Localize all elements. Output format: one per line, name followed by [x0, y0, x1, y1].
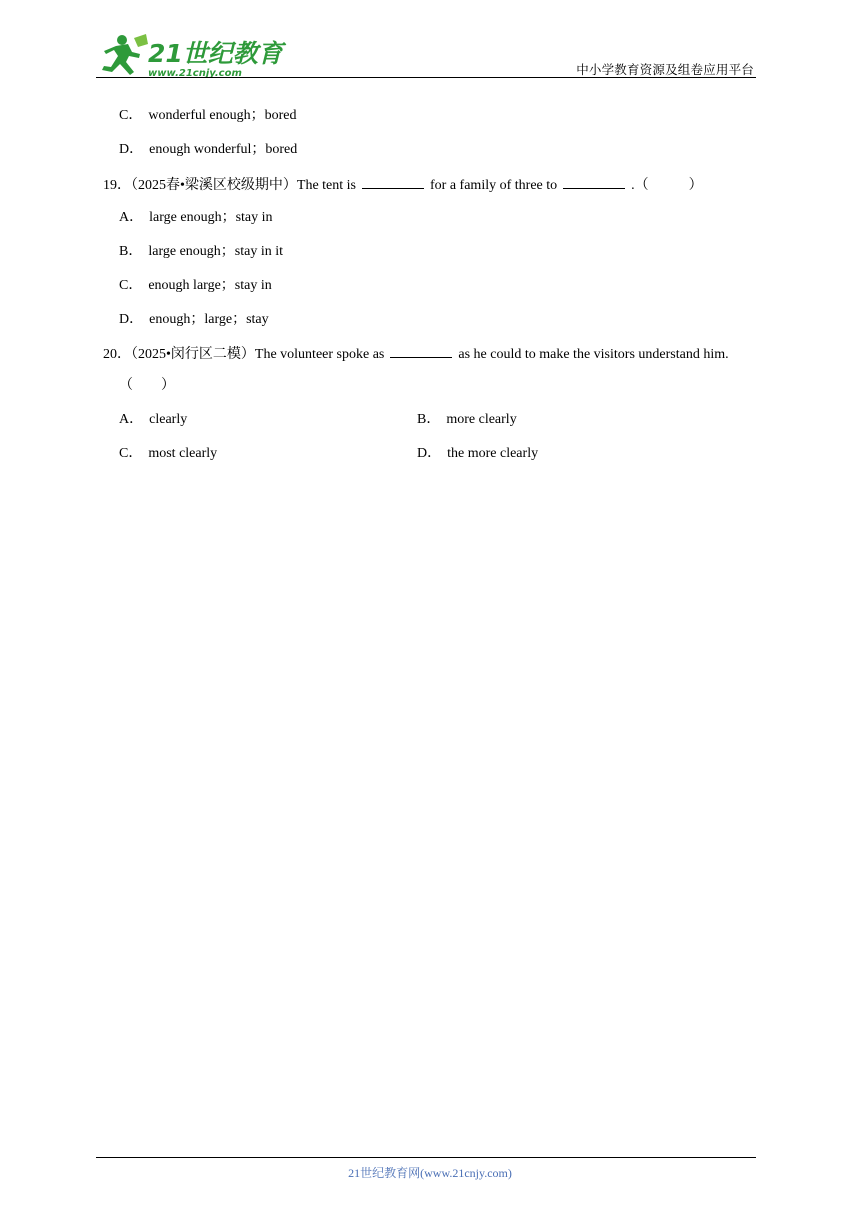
logo [96, 32, 283, 79]
option-letter: A． [119, 210, 144, 225]
option-letter: D． [119, 142, 144, 157]
option-letter: C． [119, 278, 143, 293]
question-source: （2025春•梁溪区校级期中） [131, 178, 297, 193]
option-letter: C． [119, 446, 143, 461]
question-text: for a family of three to [430, 178, 558, 193]
answer-paren: （ ） [119, 378, 175, 393]
answer-blank[interactable] [563, 175, 625, 189]
answer-blank[interactable] [362, 175, 424, 189]
footer-link[interactable]: 21世纪教育网(www.21cnjy.com) [348, 1166, 512, 1180]
option-text: clearly [149, 412, 188, 427]
option-text: large enough；stay in it [148, 244, 284, 259]
option-text: the more clearly [447, 446, 539, 461]
option-letter: C． [119, 108, 143, 123]
question-text: as he could to make the visitors understand him. [458, 347, 729, 362]
option-text: enough large；stay in [148, 278, 272, 293]
option-b [119, 243, 283, 261]
logo-url: www.21cnjy.com [148, 68, 242, 79]
option-c [119, 445, 217, 463]
page-header [96, 28, 756, 78]
option-a [119, 411, 187, 429]
option-text: enough；large；stay [149, 312, 269, 327]
question-text: ） [688, 178, 703, 193]
option-text: large enough；stay in [149, 210, 273, 225]
question-number: 19． [103, 178, 131, 193]
question-text: .（ [631, 178, 649, 193]
question-20 [103, 344, 729, 364]
option-text: wonderful enough；bored [148, 108, 297, 123]
option-d [119, 141, 297, 159]
option-letter: A． [119, 412, 144, 427]
option-c [119, 107, 296, 125]
option-text: enough wonderful；bored [149, 142, 298, 157]
option-b [417, 411, 517, 429]
question-text: The tent is [296, 178, 357, 193]
option-text: more clearly [446, 412, 517, 427]
option-text: most clearly [148, 446, 218, 461]
option-d [119, 311, 269, 329]
footer-divider [96, 1157, 756, 1158]
answer-blank[interactable] [390, 344, 452, 358]
logo-text: 21世纪教育 [148, 39, 283, 68]
option-c [119, 277, 272, 295]
question-19 [103, 175, 703, 195]
option-d [417, 445, 538, 463]
question-text: The volunteer spoke as [254, 347, 385, 362]
runner-icon [102, 34, 148, 75]
option-letter: D． [417, 446, 442, 461]
option-a [119, 209, 273, 227]
header-divider [96, 77, 756, 78]
option-letter: B． [417, 412, 441, 427]
option-letter: B． [119, 244, 143, 259]
question-source: （2025•闵行区二模） [131, 347, 255, 362]
question-number: 20． [103, 347, 131, 362]
header-tagline: 中小学教育资源及组卷应用平台 [576, 62, 754, 77]
option-letter: D． [119, 312, 144, 327]
